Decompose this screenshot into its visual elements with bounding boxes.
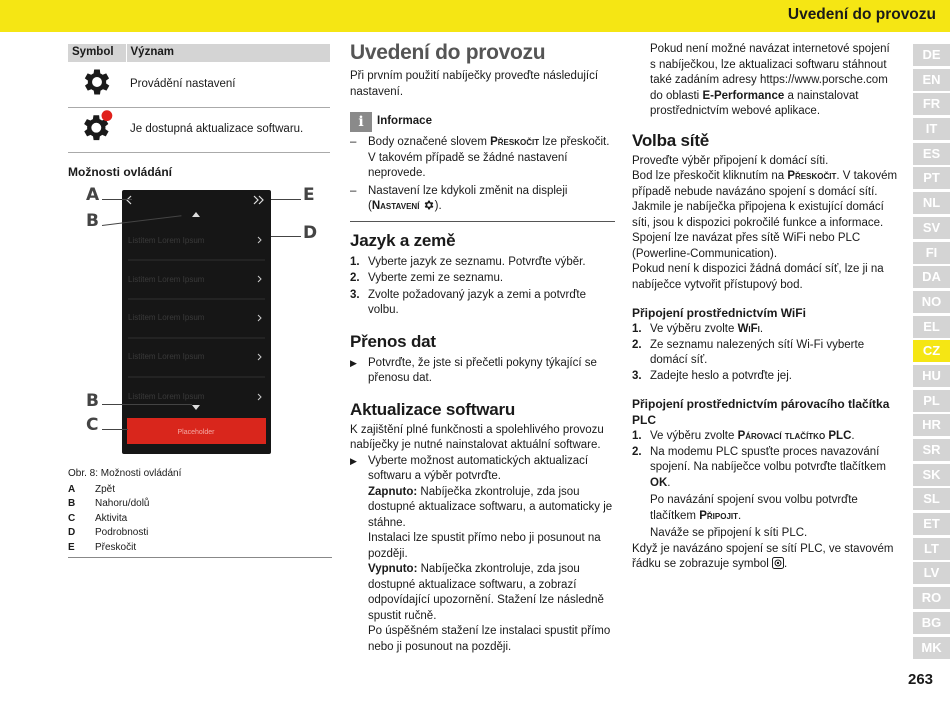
gear-icon xyxy=(423,199,435,211)
language-tab-lt[interactable]: LT xyxy=(913,538,950,560)
figure-label: A xyxy=(86,185,100,205)
step-item: 3. Zadejte heslo a potvrďte jej. xyxy=(632,369,792,382)
page-number: 263 xyxy=(908,671,934,688)
pointer-line xyxy=(102,404,192,405)
language-tab-en[interactable]: EN xyxy=(913,69,950,91)
language-tab-fr[interactable]: FR xyxy=(913,93,950,115)
list-item: – Body označené slovem Přeskočit lze přeskočit. V takovém případě se žádné nastavení neprovede. xyxy=(350,136,610,179)
section-heading: Jazyk a země xyxy=(350,230,456,250)
step-item: 2. Vyberte zemi ze seznamu. xyxy=(350,272,504,284)
list-item-text: Listitem Lorem Ipsum xyxy=(128,392,205,401)
header-bar xyxy=(0,0,950,32)
column-right xyxy=(632,42,898,573)
paragraph: K zajištění plné funkčnosti a spolehlivého provozu nabíječky je nutné nainstalovat aktuální software. xyxy=(350,423,604,451)
pointer-line xyxy=(102,429,128,430)
language-tab-da[interactable]: DA xyxy=(913,266,950,288)
gear-icon xyxy=(68,62,126,107)
legend-item: C Aktivita xyxy=(68,512,128,524)
language-tab-nl[interactable]: NL xyxy=(913,192,950,214)
symbol-table xyxy=(68,44,330,153)
option-description: Vypnuto: Nabíječka zkontroluje, zda jsou dostupné aktualizace softwaru, a zobrazí odpovídající upozornění. Stažení lze následně spustit ručně. xyxy=(368,563,604,622)
step-item: 1. Ve výběru zvolte Párovací tlačítko PLC. xyxy=(632,430,855,442)
scroll-down-icon xyxy=(192,405,200,410)
language-tab-pl[interactable]: PL xyxy=(913,390,950,412)
figure-legend xyxy=(68,483,330,555)
list-item-text: Listitem Lorem Ipsum xyxy=(128,352,205,361)
header-title: Uvedení do provozu xyxy=(787,6,936,23)
svg-text:Placeholder: Placeholder xyxy=(177,429,215,436)
language-tab-sv[interactable]: SV xyxy=(913,217,950,239)
list-item-text: Listitem Lorem Ipsum xyxy=(128,236,205,245)
step-item: 2. Ze seznamu nalezených sítí Wi-Fi vyberte domácí síť. xyxy=(632,338,865,366)
legend-item: B Nahoru/dolů xyxy=(68,498,150,510)
language-tab-mk[interactable]: MK xyxy=(913,637,950,659)
subsection-heading: Připojení prostřednictvím párovacího tlačítka PLC xyxy=(632,397,890,427)
column-left xyxy=(68,44,330,558)
language-tab-el[interactable]: EL xyxy=(913,316,950,338)
option-description: Zapnuto: Nabíječka zkontroluje, zda jsou dostupné aktualizace softwaru, a automaticky je stáhne. xyxy=(368,485,613,529)
step-item: 1. Ve výběru zvolte WiFi. xyxy=(632,323,764,335)
language-tab-fi[interactable]: FI xyxy=(913,242,950,264)
legend-item: E Přeskočit xyxy=(68,541,137,553)
symbol-column-header: Symbol xyxy=(68,44,126,62)
language-tab-bg[interactable]: BG xyxy=(913,612,950,634)
table-row xyxy=(68,62,330,107)
gear-update-icon xyxy=(68,107,126,152)
skip-icon xyxy=(254,196,263,204)
figure-caption: Obr. 8: Možnosti ovládání xyxy=(68,468,182,479)
charger-screen xyxy=(122,190,271,454)
language-tab-it[interactable]: IT xyxy=(913,118,950,140)
language-tab-pt[interactable]: PT xyxy=(913,167,950,189)
pointer-line xyxy=(271,236,301,237)
info-icon: i xyxy=(350,112,372,132)
subsection-heading: Připojení prostřednictvím WiFi xyxy=(632,306,806,320)
step-item: 3. Zvolte požadovaný jazyk a zemi a potvrďte volbu. xyxy=(350,288,587,316)
section-heading: Aktualizace softwaru xyxy=(350,399,516,419)
column-middle xyxy=(350,40,615,655)
divider xyxy=(350,221,615,222)
legend-item: A Zpět xyxy=(68,484,116,495)
figure-label: B xyxy=(86,391,99,411)
language-tab-no[interactable]: NO xyxy=(913,291,950,313)
figure-label: D xyxy=(303,223,318,243)
figure-label: E xyxy=(303,185,315,205)
divider xyxy=(68,557,332,558)
info-title: Informace xyxy=(377,115,432,128)
paragraph: Instalaci lze spustit přímo nebo ji posunout na později. xyxy=(368,532,601,560)
language-tab-ro[interactable]: RO xyxy=(913,587,950,609)
paragraph: Pokud není k dispozici žádná domácí síť, lze ji na nabíječce vytvořit přístupový bod. xyxy=(632,263,884,291)
symbol-meaning: Provádění nastavení xyxy=(126,62,330,107)
paragraph: Proveďte výběr připojení k domácí síti. xyxy=(632,154,829,167)
list-item: – Nastavení lze kdykoli změnit na displeji (Nastavení ). xyxy=(350,184,568,212)
language-tab-hr[interactable]: HR xyxy=(913,414,950,436)
paragraph: Bod lze přeskočit kliknutím na Přeskočit. V takovém případě nebude navázáno spojení s domácí sítí. xyxy=(632,170,898,198)
language-tab-sk[interactable]: SK xyxy=(913,464,950,486)
step-item: ▶ Potvrďte, že jste si přečetli pokyny týkající se přenosu dat. xyxy=(350,356,597,384)
step-item: 1. Vyberte jazyk ze seznamu. Potvrďte výběr. xyxy=(350,255,586,268)
language-tab-sl[interactable]: SL xyxy=(913,488,950,510)
language-tab-cz[interactable]: CZ xyxy=(913,340,950,362)
paragraph: Když je navázáno spojení se sítí PLC, ve stavovém řádku se zobrazuje symbol . xyxy=(632,542,894,570)
figure-label: C xyxy=(86,415,99,435)
controls-figure xyxy=(68,186,330,461)
intro-text: Při prvním použití nabíječky proveďte následující nastavení. xyxy=(350,70,599,98)
figure-label: B xyxy=(86,211,99,231)
pointer-line xyxy=(271,199,301,200)
controls-heading: Možnosti ovládání xyxy=(68,164,173,179)
meaning-column-header: Význam xyxy=(126,44,330,62)
table-row xyxy=(68,107,330,152)
paragraph: Jakmile je nabíječka připojena k existující domácí síti, jsou k dispozici pokročilé funkce a informace. Spojení lze navázat přes sítě WiFi nebo PLC (Powerline-Communication). xyxy=(632,201,884,260)
language-index xyxy=(913,44,950,661)
plc-status-icon xyxy=(772,557,784,569)
legend-item: D Podrobnosti xyxy=(68,527,149,539)
language-tab-sr[interactable]: SR xyxy=(913,439,950,461)
paragraph: Pokud není možné navázat internetové spojení s nabíječkou, lze aktualizaci softwaru stáhnout také zadáním adresy https://www.porsche.com do oblasti E-Performance a nainstalovat prostřednictvím webové aplikace. xyxy=(650,43,890,117)
language-tab-hu[interactable]: HU xyxy=(913,365,950,387)
back-arrow-icon xyxy=(127,196,131,204)
language-tab-es[interactable]: ES xyxy=(913,143,950,165)
list-item-text: Listitem Lorem Ipsum xyxy=(128,313,205,322)
list-item-text: Listitem Lorem Ipsum xyxy=(128,275,205,284)
pointer-line xyxy=(102,199,132,200)
language-tab-de[interactable]: DE xyxy=(913,44,950,66)
info-box-header xyxy=(350,112,615,132)
scroll-up-icon xyxy=(192,212,200,217)
step-item: ▶ Vyberte možnost automatických aktualizací softwaru a výběr potvrďte. xyxy=(350,454,589,482)
step-item: 2. Na modemu PLC spusťte proces navazování spojení. Na nabíječce volbu potvrďte tlačítkem OK. Po navázání spojení svou volbu potvrďte tlačítkem Připojit. Navážе se připojení k síti PLC. xyxy=(632,445,886,539)
section-title: Uvedení do provozu xyxy=(350,41,546,64)
section-heading: Volba sítě xyxy=(632,130,710,150)
symbol-meaning: Je dostupná aktualizace softwaru. xyxy=(126,107,330,152)
section-heading: Přenos dat xyxy=(350,331,436,351)
paragraph: Po úspěšném stažení lze instalaci spustit přímo nebo ji posunout na později. xyxy=(368,625,611,653)
language-tab-lv[interactable]: LV xyxy=(913,562,950,584)
language-tab-et[interactable]: ET xyxy=(913,513,950,535)
